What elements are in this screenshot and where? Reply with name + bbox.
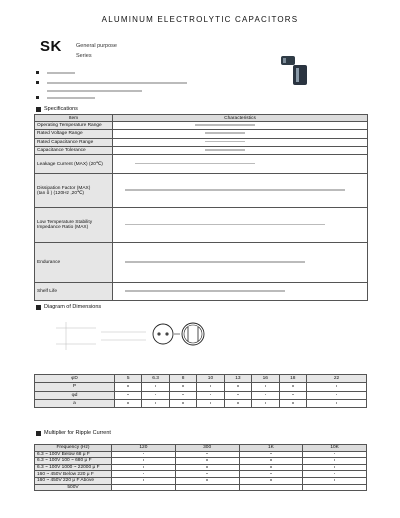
ripple-row-label: 6.3 ~ 100V 100 ~ 680 μ F — [35, 458, 112, 465]
dim-size: 16 — [252, 375, 279, 383]
ripple-row-label: 6.3 ~ 100V 1000 ~ 22000 μ F — [35, 464, 112, 471]
dim-cell — [142, 391, 169, 399]
ripple-cell — [239, 471, 303, 478]
dim-row-label: P — [35, 383, 115, 391]
dim-cell — [142, 399, 169, 407]
spec-value — [113, 208, 368, 243]
ripple-row-label: 6.3 ~ 100V Below 68 μ F — [35, 451, 112, 458]
ripple-cell — [239, 484, 303, 491]
dim-cell — [224, 399, 251, 407]
spec-value — [113, 243, 368, 283]
header-characteristics: Characteristics — [113, 115, 368, 122]
spec-label: Operating Temperature Range — [35, 122, 113, 130]
feature-item — [36, 70, 75, 75]
ripple-cell — [239, 458, 303, 465]
feature-item — [36, 88, 142, 93]
spec-label: Low Temperature Stability Impedance Ratio (MAX) — [35, 208, 113, 243]
spec-label: Rated Voltage Range — [35, 130, 113, 138]
dim-cell — [197, 399, 224, 407]
dim-cell — [307, 383, 367, 391]
feature-item — [36, 95, 95, 100]
spec-label: Capacitance Tolerance — [35, 146, 113, 154]
spec-label: Dissipation Factor (MAX) (tan δ ) (120Hz ,20℃) — [35, 174, 113, 208]
ripple-cell — [303, 458, 367, 465]
ripple-freq: 10K — [303, 445, 367, 452]
spec-value — [113, 130, 368, 138]
dim-size: 22 — [307, 375, 367, 383]
dim-header-phiD: φD — [35, 375, 115, 383]
ripple-cell — [112, 464, 176, 471]
dim-size: 18 — [279, 375, 306, 383]
capacitor-side-view-icon — [56, 322, 146, 350]
series-subtitle-2: Series — [76, 53, 92, 59]
spec-value — [113, 283, 368, 301]
ripple-table — [34, 444, 367, 491]
ripple-freq: 1K — [239, 445, 303, 452]
feature-item — [36, 80, 187, 85]
dim-cell — [279, 383, 306, 391]
section-specifications: Specifications — [36, 106, 78, 112]
series-code: SK — [40, 38, 62, 55]
spec-label: Shelf Life — [35, 283, 113, 301]
dim-cell — [252, 383, 279, 391]
spec-value — [113, 174, 368, 208]
ripple-cell — [239, 464, 303, 471]
dim-cell — [197, 391, 224, 399]
ripple-cell — [175, 471, 239, 478]
dim-cell — [279, 391, 306, 399]
dim-cell — [224, 383, 251, 391]
ripple-cell — [175, 451, 239, 458]
dim-cell — [279, 399, 306, 407]
ripple-cell — [112, 484, 176, 491]
dim-size: 8 — [169, 375, 196, 383]
dim-row-label: φd — [35, 391, 115, 399]
capacitor-photo-icon — [278, 56, 310, 88]
dim-cell — [115, 399, 142, 407]
spec-label: Endurance — [35, 243, 113, 283]
ripple-row-label: 160 ~ 450V Below 220 μ F — [35, 471, 112, 478]
dim-cell — [307, 391, 367, 399]
dim-size: 5 — [115, 375, 142, 383]
ripple-freq: 120 — [112, 445, 176, 452]
dim-cell — [224, 391, 251, 399]
spec-value — [113, 155, 368, 174]
ripple-cell — [239, 477, 303, 484]
series-subtitle-1: General purpose — [76, 43, 117, 49]
dim-cell — [252, 391, 279, 399]
ripple-cell — [239, 451, 303, 458]
ripple-row-label: 160 ~ 450V 220 μ F Above — [35, 477, 112, 484]
spec-label: Leakage Current (MAX) (20℃) — [35, 155, 113, 174]
specifications-table — [34, 114, 368, 301]
dim-size: 10 — [197, 375, 224, 383]
ripple-cell — [112, 458, 176, 465]
ripple-row-label: 500V — [35, 484, 112, 491]
dim-cell — [169, 399, 196, 407]
ripple-cell — [175, 477, 239, 484]
dim-row-label: a — [35, 399, 115, 407]
ripple-cell — [303, 451, 367, 458]
spec-label: Rated Capacitance Range — [35, 138, 113, 146]
ripple-cell — [112, 477, 176, 484]
ripple-freq: 300 — [175, 445, 239, 452]
dim-cell — [307, 399, 367, 407]
dim-size: 13 — [224, 375, 251, 383]
dim-cell — [169, 383, 196, 391]
spec-value — [113, 138, 368, 146]
dim-cell — [169, 391, 196, 399]
ripple-cell — [112, 451, 176, 458]
section-dimensions: Diagram of Dimensions — [36, 304, 101, 310]
spec-value — [113, 122, 368, 130]
ripple-cell — [303, 464, 367, 471]
ripple-cell — [112, 471, 176, 478]
capacitor-end-view-icon — [153, 324, 173, 344]
ripple-cell — [303, 484, 367, 491]
ripple-cell — [303, 471, 367, 478]
page-title: ALUMINUM ELECTROLYTIC CAPACITORS — [101, 15, 299, 24]
dim-cell — [142, 383, 169, 391]
ripple-cell — [175, 464, 239, 471]
dim-cell — [197, 383, 224, 391]
dim-cell — [115, 391, 142, 399]
ripple-cell — [303, 477, 367, 484]
dim-cell — [252, 399, 279, 407]
dim-size: 6.3 — [142, 375, 169, 383]
ripple-cell — [175, 458, 239, 465]
header-item: Item — [35, 115, 113, 122]
dimension-diagram — [56, 318, 226, 354]
section-ripple: Multiplier for Ripple Current — [36, 430, 111, 436]
spec-value — [113, 146, 368, 154]
dim-cell — [115, 383, 142, 391]
capacitor-top-view-icon — [174, 323, 204, 345]
ripple-cell — [175, 484, 239, 491]
dimensions-table — [34, 374, 367, 408]
ripple-header-frequency: Frequency (Hz) — [35, 445, 112, 452]
